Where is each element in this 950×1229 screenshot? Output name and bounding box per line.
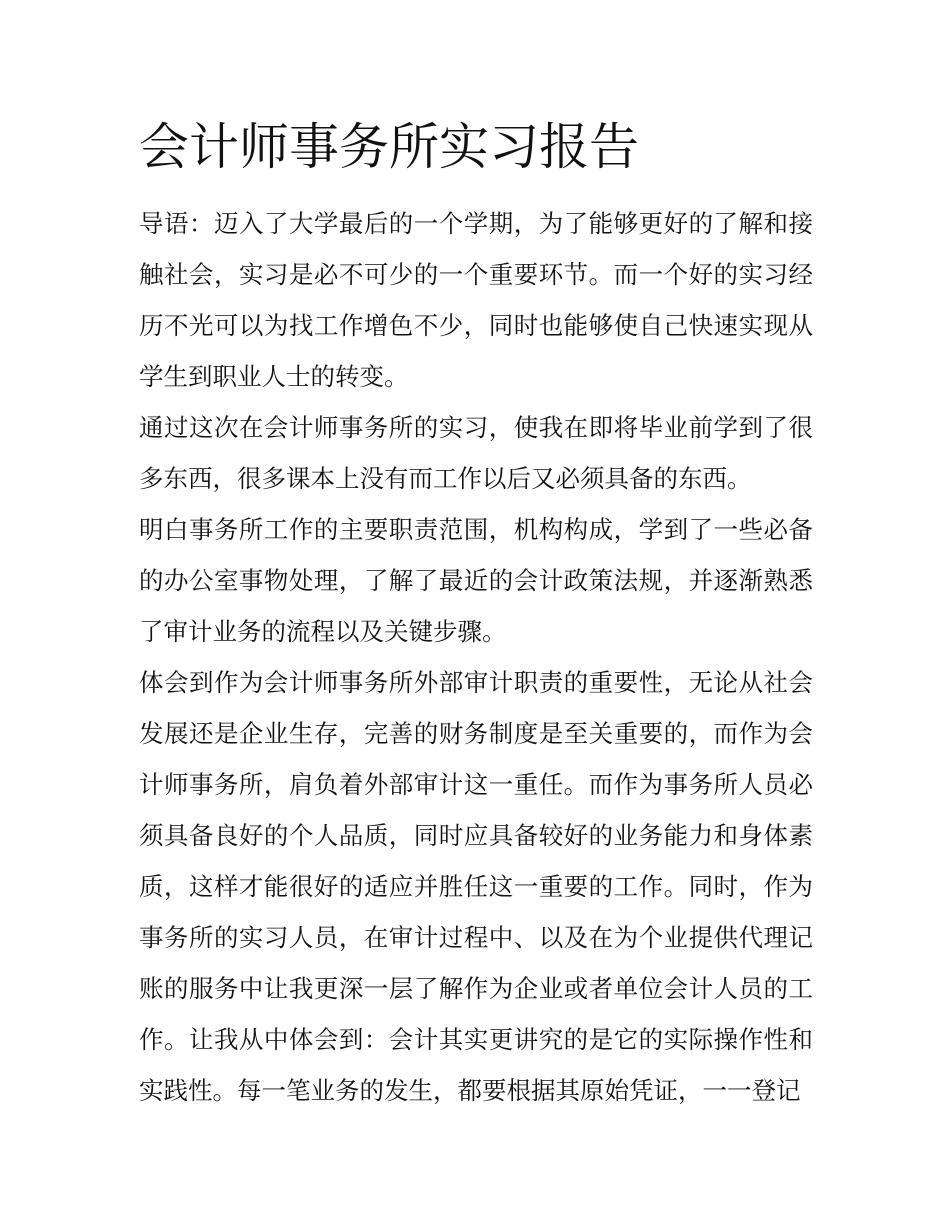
document-body [139,198,813,1116]
paragraph-responsibilities: 明白事务所工作的主要职责范围，机构构成，学到了一些必备的办公室事物处理，了解了最近的会计政策法规，并逐渐熟悉了审计业务的流程以及关键步骤。 [139,515,813,646]
document-title: 会计师事务所实习报告 [139,118,639,176]
paragraph-learning: 通过这次在会计师事务所的实习，使我在即将毕业前学到了很多东西，很多课本上没有而工作以后又必须具备的东西。 [139,413,813,493]
paragraph-audit-importance: 体会到作为会计师事务所外部审计职责的重要性，无论从社会发展还是企业生存，完善的财务制度是至关重要的，而作为会计师事务所，肩负着外部审计这一重任。而作为事务所人员必须具备良好的个人品质，同时应具备较好的业务能力和身体素质，这样才能很好的适应并胜任这一重要的工作。同时，作为事务所的实习人员，在审计过程中、以及在为个业提供代理记账的服务中让我更深一层了解作为企业或者单位会计人员的工作。让我从中体会到：会计其实更讲究的是它的实际操作性和实践性。每一笔业务的发生，都要根据其原始凭证，一一登记 [139,668,813,1105]
paragraph-intro: 导语：迈入了大学最后的一个学期，为了能够更好的了解和接触社会，实习是必不可少的一个重要环节。而一个好的实习经历不光可以为找工作增色不少，同时也能够使自己快速实现从学生到职业人士的转变。 [139,209,813,391]
